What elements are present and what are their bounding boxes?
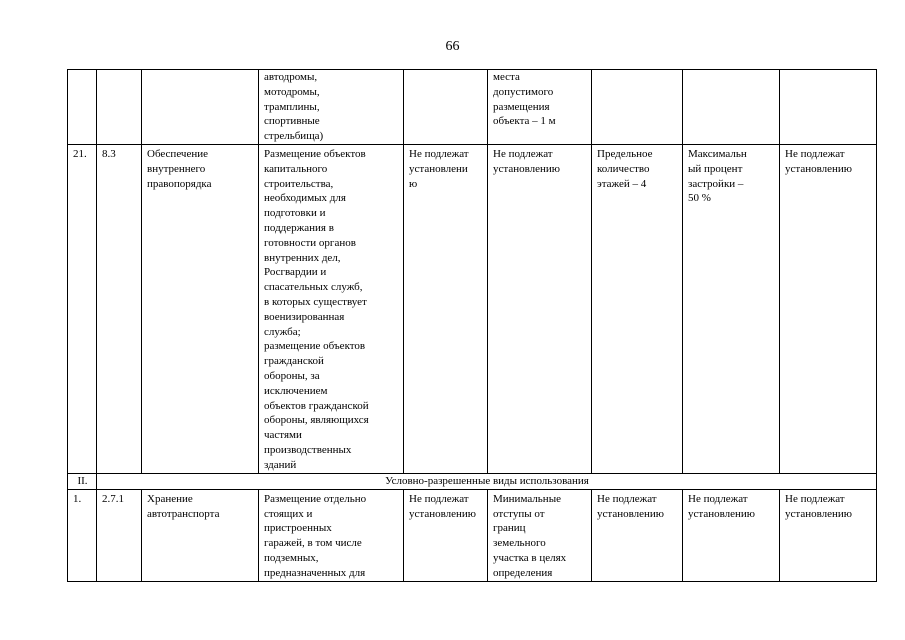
parameter-cell: Не подлежат установлени ю (404, 144, 488, 473)
parameter-cell: места допустимого размещения объекта – 1 м (488, 70, 592, 145)
parameter-cell: Предельное количество этажей – 4 (592, 144, 683, 473)
use-code-cell: 8.3 (97, 144, 142, 473)
parameter-cell: Не подлежат установлению (592, 489, 683, 581)
use-code-cell: 2.7.1 (97, 489, 142, 581)
section-number-cell: II. (68, 473, 97, 489)
parameter-cell (404, 70, 488, 145)
section-title-cell: Условно-разрешенные виды использования (97, 473, 877, 489)
table-row (68, 70, 877, 145)
parameter-cell: Максимальн ый процент застройки – 50 % (683, 144, 780, 473)
use-description-cell: автодромы, мотодромы, трамплины, спортивные стрельбища) (259, 70, 404, 145)
row-number-cell (68, 70, 97, 145)
use-name-cell (142, 70, 259, 145)
land-use-regulations-table (67, 69, 877, 582)
parameter-cell: Не подлежат установлению (683, 489, 780, 581)
parameter-cell: Минимальные отступы от границ земельного участка в целях определения (488, 489, 592, 581)
use-description-cell: Размещение отдельно стоящих и пристроенных гаражей, в том числе подземных, предназначенных для (259, 489, 404, 581)
parameter-cell (683, 70, 780, 145)
use-name-cell: Хранение автотранспорта (142, 489, 259, 581)
row-number-cell: 1. (68, 489, 97, 581)
parameter-cell: Не подлежат установлению (488, 144, 592, 473)
parameter-cell: Не подлежат установлению (780, 489, 877, 581)
section-header-row (68, 473, 877, 489)
use-description-cell: Размещение объектов капитального строительства, необходимых для подготовки и поддержания в готовности органов внутренних дел, Росгвардии и спасательных служб, в которых существует военизированная служба; размещение объектов гражданской обороны, за исключением объектов гражданской обороны, являющихся частями производственных зданий (259, 144, 404, 473)
table-row (68, 144, 877, 473)
use-code-cell (97, 70, 142, 145)
parameter-cell (780, 70, 877, 145)
table-row (68, 489, 877, 581)
parameter-cell (592, 70, 683, 145)
parameter-cell: Не подлежат установлению (780, 144, 877, 473)
page-number: 66 (445, 39, 460, 54)
row-number-cell: 21. (68, 144, 97, 473)
parameter-cell: Не подлежат установлению (404, 489, 488, 581)
use-name-cell: Обеспечение внутреннего правопорядка (142, 144, 259, 473)
